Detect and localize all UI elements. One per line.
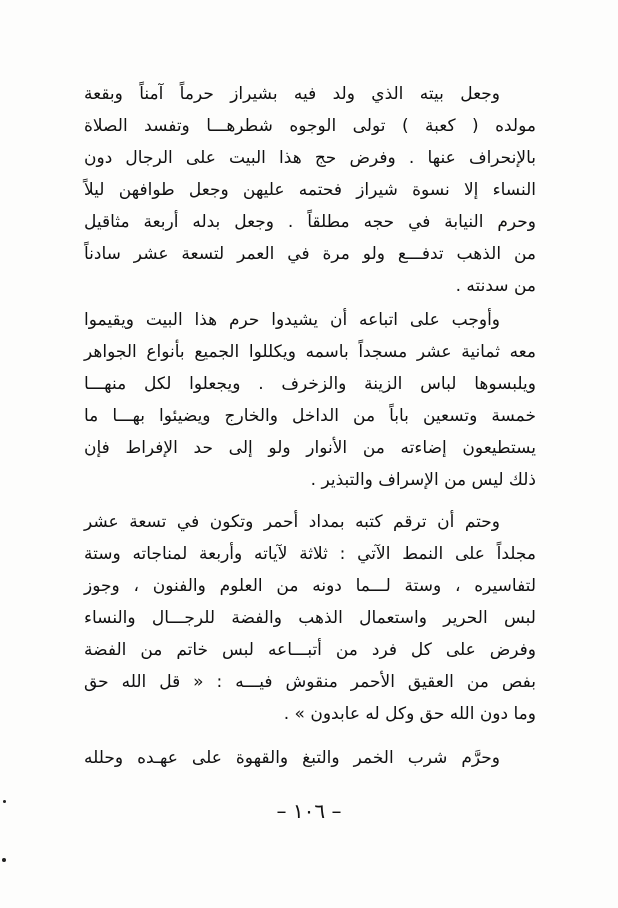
text-line: وجعل بيته الذي ولد فيه بشيراز حرماً آمناً وبقعة [84, 84, 500, 104]
text-line: مولده ( كعبة ) تولى الوجوه شطرهـــا وتفسد الصلاة [84, 116, 536, 136]
text-line: من سدنته . [455, 276, 536, 296]
text-line: من الذهب تدفـــع ولو مرة في العمر لتسعة عشر سادناً [84, 244, 536, 264]
text-line: معه ثمانية عشر مسجداً باسمه ويكللوا الجميع بأنواع الجواهر [84, 342, 536, 362]
text-line: وما دون الله حق وكل له عابدون » . [283, 704, 536, 724]
text-line: بالإنحراف عنها . وفرض حج هذا البيت على الرجال دون [84, 148, 536, 168]
text-line: وفرض على كل فرد من أتبـــاعه لبس خاتم من الفضة [84, 640, 536, 660]
scan-speck [2, 858, 6, 862]
text-line: ذلك ليس من الإسراف والتبذير . [310, 470, 536, 490]
text-line: يستطيعون إضاءته من الأنوار ولو إلى حد الإفراط فإن [84, 438, 536, 458]
text-line: بفص من العقيق الأحمر منقوش فيـــه : « قل الله حق [84, 672, 536, 692]
text-line: مجلداً على النمط الآتي : ثلاثة لآياته وأربعة لمناجاته وستة [84, 544, 536, 564]
text-line: النساء إلا نسوة شيراز فحتمه عليهن وجعل طوافهن ليلاً [84, 180, 536, 200]
text-line: لبس الحرير واستعمال الذهب والفضة للرجـــال والنساء [84, 608, 536, 628]
text-line: لتفاسيره ، وستة لـــما دونه من العلوم والفنون ، وجوز [84, 576, 536, 596]
scan-speck [3, 800, 6, 803]
text-line: وحتم أن ترقم كتبه بمداد أحمر وتكون في تسعة عشر [84, 512, 500, 532]
text-line: وأوجب على اتباعه أن يشيدوا حرم هذا البيت ويقيموا [84, 310, 500, 330]
text-line: خمسة وتسعين باباً من الداخل والخارج ويضيئوا بهـــا ما [84, 406, 536, 426]
text-line: وحرَّم شرب الخمر والتبغ والقهوة على عهـده وحلله [84, 748, 500, 768]
page-number: – ١٠٦ – [276, 799, 342, 823]
text-line: ويلبسوها لباس الزينة والزخرف . ويجعلوا لكل منهـــا [84, 374, 536, 394]
text-line: وحرم النيابة في حجه مطلقاً . وجعل بدله أربعة مثاقيل [84, 212, 536, 232]
